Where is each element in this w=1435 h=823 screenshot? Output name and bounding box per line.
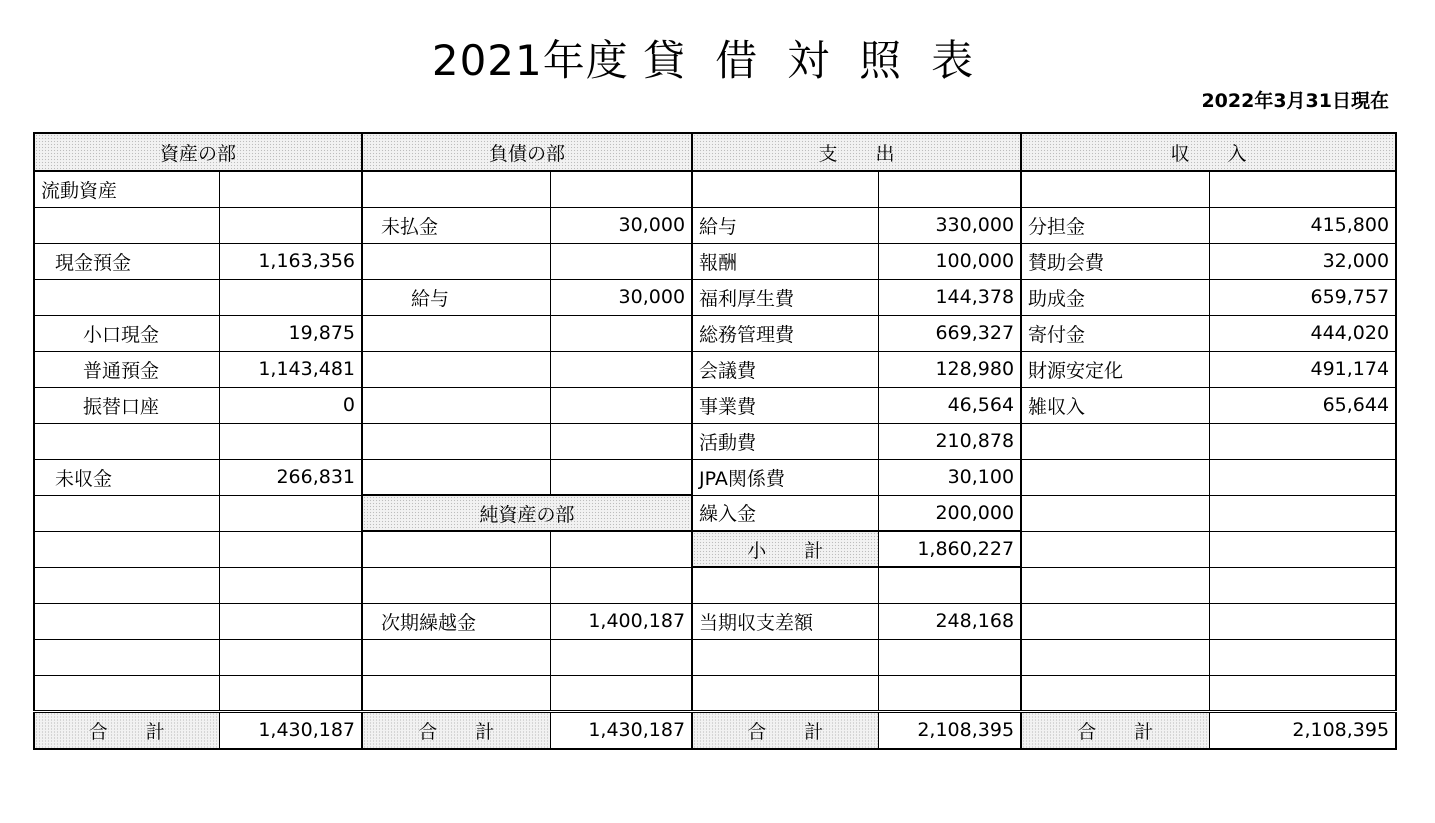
expense-value: 210,878 xyxy=(878,423,1021,459)
expense-label: 給与 xyxy=(692,207,878,243)
table-row xyxy=(34,351,1396,387)
expense-value: 128,980 xyxy=(878,351,1021,387)
table-row xyxy=(34,567,1396,603)
table-row xyxy=(34,171,1396,207)
carryover-value: 1,400,187 xyxy=(550,603,692,639)
income-header: 収 入 xyxy=(1021,133,1396,171)
as-of-date: 2022年3月31日現在 xyxy=(1201,90,1389,112)
table-row xyxy=(34,639,1396,675)
liabilities-header: 負債の部 xyxy=(362,133,692,171)
header-row xyxy=(34,133,1396,171)
table-row xyxy=(34,243,1396,279)
current-assets-label: 流動資産 xyxy=(34,171,219,207)
table-row xyxy=(34,387,1396,423)
unpaid-value: 30,000 xyxy=(550,207,692,243)
balance-label: 当期収支差額 xyxy=(692,603,878,639)
expense-label: 事業費 xyxy=(692,387,878,423)
income-value: 659,757 xyxy=(1209,279,1396,315)
receivables-label: 未収金 xyxy=(34,459,219,495)
expense-label: 福利厚生費 xyxy=(692,279,878,315)
subtotal-value: 1,860,227 xyxy=(878,531,1021,567)
cash-deposits-label: 現金預金 xyxy=(34,243,219,279)
table-row xyxy=(34,423,1396,459)
total-row xyxy=(34,711,1396,749)
income-value: 32,000 xyxy=(1209,243,1396,279)
table-row xyxy=(34,459,1396,495)
expense-label: JPA関係費 xyxy=(692,459,878,495)
income-label: 分担金 xyxy=(1021,207,1209,243)
table-row xyxy=(34,207,1396,243)
ordinary-deposit-label: 普通預金 xyxy=(34,351,219,387)
expense-value: 200,000 xyxy=(878,495,1021,531)
balance-value: 248,168 xyxy=(878,603,1021,639)
assets-header: 資産の部 xyxy=(34,133,362,171)
table-row xyxy=(34,279,1396,315)
assets-total-label: 合 計 xyxy=(34,711,219,749)
income-label: 賛助会費 xyxy=(1021,243,1209,279)
title-year: 2021年度 xyxy=(431,36,629,85)
expense-value: 330,000 xyxy=(878,207,1021,243)
expenditure-total-value: 2,108,395 xyxy=(878,711,1021,749)
title-main: 貸借対照表 xyxy=(643,36,1004,85)
net-assets-header: 純資産の部 xyxy=(362,495,692,531)
ordinary-deposit-value: 1,143,481 xyxy=(219,351,362,387)
receivables-value: 266,831 xyxy=(219,459,362,495)
expenditure-header: 支 出 xyxy=(692,133,1021,171)
petty-cash-label: 小口現金 xyxy=(34,315,219,351)
cash-deposits-value: 1,163,356 xyxy=(219,243,362,279)
expense-label: 総務管理費 xyxy=(692,315,878,351)
income-label: 寄付金 xyxy=(1021,315,1209,351)
income-value: 415,800 xyxy=(1209,207,1396,243)
income-total-label: 合 計 xyxy=(1021,711,1209,749)
expense-value: 30,100 xyxy=(878,459,1021,495)
page-title xyxy=(0,28,1435,88)
table-row xyxy=(34,675,1396,711)
income-value: 65,644 xyxy=(1209,387,1396,423)
income-label: 雑収入 xyxy=(1021,387,1209,423)
carryover-label: 次期繰越金 xyxy=(362,603,550,639)
income-total-value: 2,108,395 xyxy=(1209,711,1396,749)
expense-value: 669,327 xyxy=(878,315,1021,351)
income-label: 財源安定化 xyxy=(1021,351,1209,387)
expenditure-total-label: 合 計 xyxy=(692,711,878,749)
expense-value: 100,000 xyxy=(878,243,1021,279)
balance-sheet-table xyxy=(33,132,1397,750)
expense-label: 報酬 xyxy=(692,243,878,279)
expense-value: 144,378 xyxy=(878,279,1021,315)
salary-liability-value: 30,000 xyxy=(550,279,692,315)
transfer-account-value: 0 xyxy=(219,387,362,423)
income-label: 助成金 xyxy=(1021,279,1209,315)
table-row xyxy=(34,495,1396,531)
table-row xyxy=(34,531,1396,567)
liabilities-total-value: 1,430,187 xyxy=(550,711,692,749)
income-value: 444,020 xyxy=(1209,315,1396,351)
table-row xyxy=(34,315,1396,351)
petty-cash-value: 19,875 xyxy=(219,315,362,351)
expense-label: 繰入金 xyxy=(692,495,878,531)
liabilities-total-label: 合 計 xyxy=(362,711,550,749)
subtotal-label: 小 計 xyxy=(692,531,878,567)
table-row xyxy=(34,603,1396,639)
assets-total-value: 1,430,187 xyxy=(219,711,362,749)
salary-liability-label: 給与 xyxy=(362,279,550,315)
expense-value: 46,564 xyxy=(878,387,1021,423)
income-value: 491,174 xyxy=(1209,351,1396,387)
unpaid-label: 未払金 xyxy=(362,207,550,243)
transfer-account-label: 振替口座 xyxy=(34,387,219,423)
expense-label: 活動費 xyxy=(692,423,878,459)
expense-label: 会議費 xyxy=(692,351,878,387)
